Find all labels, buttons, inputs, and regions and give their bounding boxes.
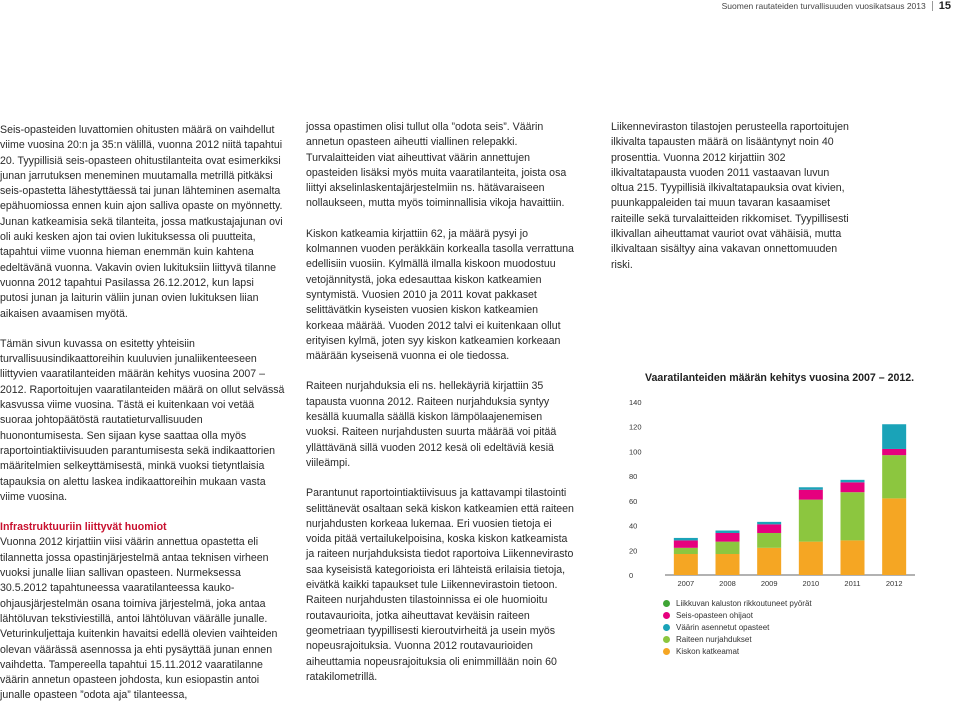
bar-segment <box>757 548 781 575</box>
legend-item <box>663 633 812 645</box>
bar-segment <box>882 498 906 575</box>
paragraph: Seis-opasteiden luvattomien ohitusten määrä on vaihdellut viime vuosina 20:n ja 35:n välillä, vuonna 2012 niitä tapahtui 20. Tyypillisiä seis-opasteen ohitustilanteita ovat esimerkiksi junan jarrutuksen meneminen muutamalla metrillä pitkäksi seis-opastetta lähestyttäessä tai junan lähteminen asemalta epähuomiossa ennen kuin ajon salliva opaste on myönnetty. Junan katkeamisia sekä tilanteita, jossa matkustajajunan ovi oli auki kesken ajon tai ovien lukituksessa oli puutteita, tapahtui viime vuonna hieman enemmän kuin kahtena edeltävänä vuonna. Vakavin ovien lukituksiin liittyvä tilanne vuonna 2012 tapahtui Pasilassa 26.12.2012, kun lapsi putosi junan ja laiturin väliin junan ovien lukituksen liian aikaisen avaamisen myötä. <box>0 124 283 320</box>
bar-segment <box>674 538 698 540</box>
bar-segment <box>799 500 823 542</box>
legend-label: Seis-opasteen ohijaot <box>676 610 753 620</box>
legend-item <box>663 645 812 657</box>
y-tick-label: 80 <box>629 472 638 482</box>
paragraph: Parantunut raportointiaktiivisuus ja kattavampi tilastointi selittänevät osaltaan sekä kiskon katkeamien että raiteen nurjahdusten korkeaa lukemaa. Eri vuosien tietoja ei voida pitää vertailukelpoisina, koska kiskon katkeamista ja raiteen nurjahduksista tiedot raportoiva Liikennevirasto saa kyseisistä kategorioista eri lähteistä erilaisia tietoja, eivätkä kaikki tapaukset tule Liikennevirastoin tietoon. Raiteen nurjahdusten tilastoinnissa ei ole huomioitu routavaurioita, jotka aiheuttavat keväisin raiteen geometriaan tyypillisesti kieroutvirheitä ja usein myös nopeusrajoituksia. Vuonna 2012 routavaurioiden aiheuttamia nopeusrajoituksia oli enimmillään noin 60 ratakilometrillä. <box>306 487 574 683</box>
text-column-2 <box>306 120 578 685</box>
paragraph: Raiteen nurjahduksia eli ns. hellekäyriä kirjattiin 35 tapausta vuonna 2012. Raiteen nurjahduksia syntyy kesällä kuumalla säällä kiskon lämpölaajenemisen vuoksi. Raiteen nurjahdusten suurta määrää voi pitää yllättävänä sillä vuoden 2012 kesä oli edeltäviä kesiä viileämpi. <box>306 380 557 469</box>
bar-segment <box>841 482 865 492</box>
bar-segment <box>841 540 865 575</box>
chart-plot <box>625 372 925 597</box>
bar-segment <box>841 480 865 482</box>
x-tick-label: 2007 <box>677 579 695 588</box>
chart-title: Vaaratilanteiden määrän kehitys vuosina 2007 – 2012. <box>645 372 915 384</box>
x-tick-label: 2011 <box>844 579 861 588</box>
bar-segment <box>716 542 740 554</box>
paragraph: Vuonna 2012 kirjattiin viisi väärin annettua opastetta eli tilannetta jossa opastinjärjestelmä antaa teknisen virheen vuoksi junalle liian sallivan opasteen. Nurmeksessa 30.5.2012 tapahtuneessa vaaratilanteessa kauko-ohjausjärjestelmän osana toimiva järjestelmä, joka antaa lähtöluvan tekstiviestillä, antoi lähtöluvan väärälle junalle. Veturinkuljettaja kuitenkin havaitsi edellä olevien vaihteiden olevan väärässä asennossa ja ehti pysäyttää junan ennen vaihdetta. Tampereella tapahtui 15.11.2012 vaaratilanne väärin annetun opasteen johdosta, kun esiopastin antoi junalle opasteen ”odota aja” tilanteessa, <box>0 536 278 702</box>
paragraph: jossa opastimen olisi tullut olla ”odota seis”. Väärin annetun opasteen aiheutti viallinen relepakki. Turvalaitteiden viat aiheuttivat väärin annettujen opasteiden lisäksi myös muita vaaratilanteita, joista osa liittyi akselinlaskentajärjestelmiin ns. hätävaraiseen nollaukseen, mutta myös toiminnallisia vikoja havaittiin. <box>306 121 567 210</box>
bar-segment <box>716 533 740 542</box>
bar-segment <box>757 522 781 524</box>
x-tick-label: 2009 <box>760 579 778 588</box>
bar-segment <box>799 487 823 489</box>
header-divider <box>932 1 933 11</box>
bar-segment <box>882 455 906 498</box>
page-header <box>722 0 951 12</box>
y-tick-label: 0 <box>629 571 634 580</box>
paragraph: Kiskon katkeamia kirjattiin 62, ja määrä pysyi jo kolmannen vuoden peräkkäin korkealla tasolla verrattuna edellisiin vuosiin. Kylmällä ilmalla kiskoon muodostuu vetojännitystä, joka edesauttaa kiskon katkeamien syntymistä. Vuosien 2010 ja 2011 kovat pakkaset selittävätkin kyseisten vuosien kiskon katkeamien korkeaa määrää. Vuoden 2012 talvi ei kuitenkaan ollut erityisen kylmä, joten syy kiskon katkeamien korkeaan määrään kyseisenä vuonna ei ole tiedossa. <box>306 227 574 363</box>
legend-swatch <box>663 636 670 643</box>
bar-segment <box>799 542 823 575</box>
legend-label: Liikkuvan kaluston rikkoutuneet pyörät <box>676 598 812 608</box>
paragraph: Liikenneviraston tilastojen perusteella raportoitujen ilkivalta tapausten määrä on lisääntynyt noin 40 prosenttia. Vuonna 2012 kirjattiin 302 ilkivaltatapausta vuoden 2011 vastaavan luvun oltua 215. Tyypillisiä ilkivaltatapauksia ovat kivien, puunkappaleiden tai muun tavaran kasaamiset raiteille sekä turvalaitteiden rikkomiset. Tyypillisesti ilkivallan aiheuttamat vauriot ovat vähäisiä, mutta ilkivaltaan sisältyy aina vakavan onnettomuuden riski. <box>611 121 849 271</box>
legend-item <box>663 621 812 633</box>
bar-segment <box>882 449 906 455</box>
text-column-3 <box>611 120 851 273</box>
bar-segment <box>757 524 781 533</box>
x-tick-label: 2012 <box>885 579 903 588</box>
legend-swatch <box>663 612 670 619</box>
bar-segment <box>674 540 698 547</box>
y-tick-label: 60 <box>629 496 638 506</box>
legend-label: Kiskon katkeamat <box>676 646 740 656</box>
bar-segment <box>841 492 865 540</box>
bar-segment <box>674 548 698 554</box>
legend-swatch <box>663 624 670 631</box>
legend-item <box>663 609 812 621</box>
y-tick-label: 140 <box>629 398 642 407</box>
paragraph: Tämän sivun kuvassa on esitetty yhteisiin turvallisuusindikaattoreihin kuuluvien junaliikenteeseen liittyvien vaaratilanteiden määrän kehitys vuosina 2007 – 2012. Raportoitujen vaaratilanteiden määrä on ollut selvässä kasvussa viime vuosina. Tästä ei kuitenkaan voi vetää suoraa johtopäätöstä rautatieturvallisuuden huonontumisesta. Sen sijaan kyse saattaa olla myös raportointiaktiivisuuden parantumisesta sekä indikaattorien määritelmien selkeyttämisestä, minkä vuoksi tietyntlaisia tapauksia on alettu laskea indikaattoreihin mukaan vasta viime vuosina. <box>0 337 285 503</box>
stacked-bar-chart <box>625 372 925 662</box>
y-tick-label: 20 <box>629 546 638 556</box>
legend-label: Raiteen nurjahdukset <box>676 634 752 644</box>
section-subheading: Infrastruktuuriin liittyvät huomiot <box>0 521 167 534</box>
x-tick-label: 2008 <box>719 579 736 588</box>
y-tick-label: 100 <box>629 447 642 457</box>
legend-swatch <box>663 648 670 655</box>
bar-segment <box>882 424 906 449</box>
bar-segment <box>716 531 740 533</box>
x-tick-label: 2010 <box>802 579 820 588</box>
y-tick-label: 40 <box>629 521 638 531</box>
legend-label: Väärin asennetut opasteet <box>676 622 770 632</box>
bar-segment <box>674 554 698 575</box>
publication-title: Suomen rautateiden turvallisuuden vuosikatsaus 2013 <box>721 1 926 11</box>
legend-swatch <box>663 600 670 607</box>
bar-segment <box>716 554 740 575</box>
page-number: 15 <box>938 0 951 12</box>
bar-segment <box>799 490 823 500</box>
bar-segment <box>757 533 781 548</box>
chart-legend <box>663 597 812 657</box>
y-tick-label: 120 <box>629 422 642 432</box>
text-column-1 <box>0 123 285 704</box>
legend-item <box>663 597 812 609</box>
